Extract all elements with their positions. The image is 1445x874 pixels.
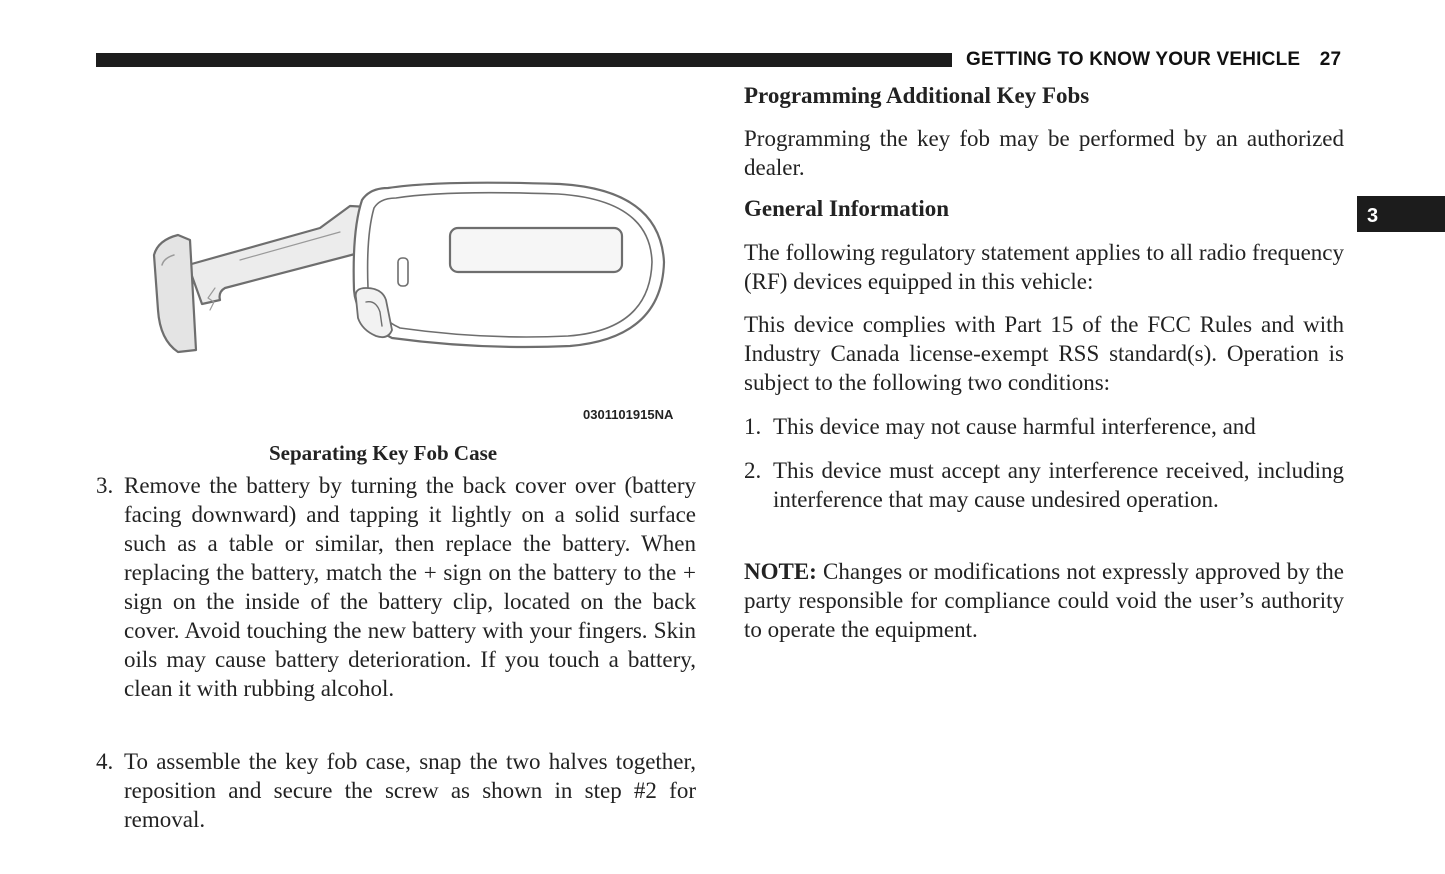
fob-button-recess <box>450 228 622 272</box>
condition-item <box>744 456 1344 514</box>
step-item <box>96 471 696 703</box>
step-item <box>96 747 696 834</box>
section-title: GETTING TO KNOW YOUR VEHICLE <box>966 49 1301 70</box>
condition-text: This device may not cause harmful interference, and <box>773 414 1256 439</box>
header-rule <box>96 53 952 67</box>
note <box>744 557 1344 644</box>
condition-number: 2. <box>744 458 762 483</box>
condition-item <box>744 412 1344 441</box>
paragraph: The following regulatory statement applies to all radio frequency (RF) devices equipped in this vehicle: <box>744 240 1344 294</box>
step-number: 3. <box>96 473 114 498</box>
key-fob-illustration <box>140 170 680 370</box>
paragraph: This device complies with Part 15 of the FCC Rules and with Industry Canada license-exempt RSS standard(s). Operation is subject to the following two conditions: <box>744 312 1344 395</box>
condition-number: 1. <box>744 414 762 439</box>
running-header <box>966 49 1341 71</box>
step-number: 4. <box>96 749 114 774</box>
key-head <box>154 235 196 352</box>
step-text: Remove the battery by turning the back cover over (battery facing downward) and tapping it lightly on a solid surface such as a table or similar, then replace the battery. When replacing the battery, match the + sign on the battery to the + sign on the inside of the battery clip, located on the back cover. Avoid touching the new battery with your fingers. Skin oils may cause battery deterioration. If you touch a battery, clean it with rubbing alcohol. <box>124 473 696 701</box>
step-text: To assemble the key fob case, snap the two halves together, reposition and secure the screw as shown in step #2 for removal. <box>124 749 696 832</box>
page-number: 27 <box>1319 49 1342 70</box>
paragraph: Programming the key fob may be performed by an authorized dealer. <box>744 126 1344 180</box>
condition-text: This device must accept any interference received, including interference that may cause undesired operation. <box>773 458 1344 512</box>
section-heading: General Information <box>744 196 950 221</box>
section-heading: Programming Additional Key Fobs <box>744 83 1090 108</box>
chapter-tab: 3 <box>1357 196 1445 232</box>
figure-caption: Separating Key Fob Case <box>269 441 498 465</box>
note-label: NOTE: <box>744 559 817 584</box>
figure-code: 0301101915NA <box>583 407 674 422</box>
note-text: Changes or modifications not expressly approved by the party responsible for compliance could void the user’s authority to operate the equipment. <box>744 559 1344 642</box>
